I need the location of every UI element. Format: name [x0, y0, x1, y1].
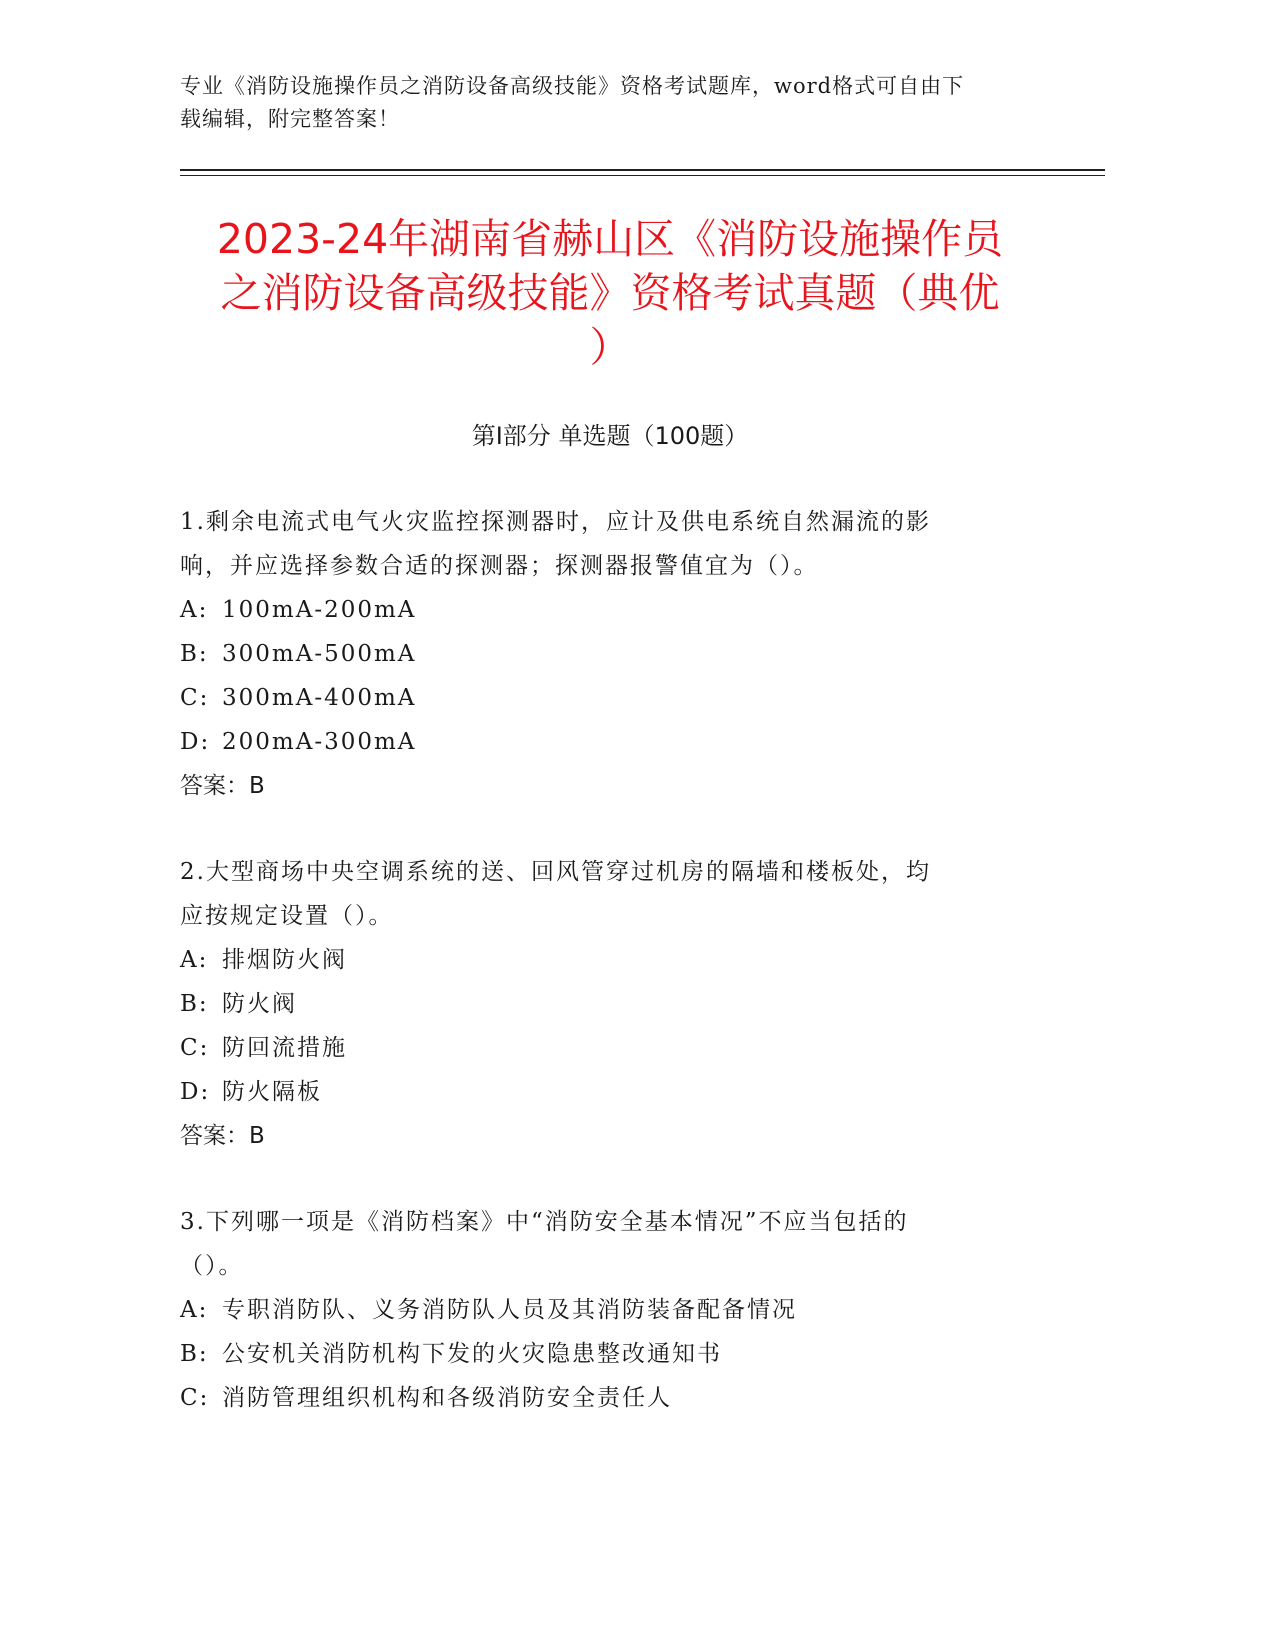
option-c: [180, 676, 1030, 720]
option-text: 300mA-400mA: [222, 685, 417, 711]
answer-line: 答案：B: [180, 773, 265, 799]
question-3: [180, 1200, 1030, 1420]
option-text: 专职消防队、义务消防队人员及其消防装备配备情况: [222, 1297, 797, 1323]
header-note: [180, 70, 1040, 136]
question-stem-line: 响，并应选择参数合适的探测器；探测器报警值宜为（）。: [180, 553, 819, 579]
question-list: [180, 500, 1030, 1462]
option-text: 300mA-500mA: [222, 641, 417, 667]
option-text: 排烟防火阀: [222, 947, 347, 973]
option-a: [180, 588, 1030, 632]
question-2: [180, 850, 1030, 1158]
title-line-3: ）: [589, 323, 631, 371]
section-heading: 第I部分 单选题（100题）: [471, 422, 749, 450]
option-text: 防回流措施: [222, 1035, 347, 1061]
option-letter: D:: [180, 1079, 211, 1105]
option-text: 防火阀: [222, 991, 297, 1017]
option-letter: A:: [180, 597, 209, 623]
answer-line: 答案：B: [180, 1123, 265, 1149]
option-b: [180, 1332, 1030, 1376]
option-d: [180, 1070, 1030, 1114]
option-b: [180, 632, 1030, 676]
option-b: [180, 982, 1030, 1026]
option-text: 100mA-200mA: [222, 597, 417, 623]
header-rule-thin: [180, 175, 1105, 176]
option-letter: C:: [180, 1035, 210, 1061]
question-1: [180, 500, 1030, 808]
option-letter: A:: [180, 947, 209, 973]
option-letter: C:: [180, 685, 210, 711]
option-letter: A:: [180, 1297, 209, 1323]
option-letter: B:: [180, 1341, 209, 1367]
question-stem-line: 应按规定设置（）。: [180, 903, 394, 929]
option-letter: B:: [180, 641, 209, 667]
option-letter: C:: [180, 1385, 210, 1411]
title-line-1: 2023-24年湖南省赫山区《消防设施操作员: [216, 215, 1004, 263]
header-note-line-1: 专业《消防设施操作员之消防设备高级技能》资格考试题库，word格式可自由下: [180, 74, 965, 98]
option-d: [180, 720, 1030, 764]
option-a: [180, 1288, 1030, 1332]
option-text: 防火隔板: [222, 1079, 322, 1105]
document-title: [180, 212, 1040, 374]
option-letter: D:: [180, 729, 211, 755]
option-text: 公安机关消防机构下发的火灾隐患整改通知书: [222, 1341, 722, 1367]
option-c: [180, 1376, 1030, 1420]
question-stem-line: 3.下列哪一项是《消防档案》中“消防安全基本情况”不应当包括的: [180, 1209, 909, 1235]
header-rule-thick: [180, 169, 1105, 171]
option-text: 消防管理组织机构和各级消防安全责任人: [222, 1385, 672, 1411]
option-letter: B:: [180, 991, 209, 1017]
question-stem-line: （）。: [180, 1253, 244, 1279]
header-note-line-2: 载编辑，附完整答案！: [180, 107, 400, 131]
option-a: [180, 938, 1030, 982]
title-line-2: 之消防设备高级技能》资格考试真题（典优: [220, 269, 1000, 317]
option-c: [180, 1026, 1030, 1070]
question-stem-line: 2.大型商场中央空调系统的送、回风管穿过机房的隔墙和楼板处，均: [180, 859, 931, 885]
question-stem-line: 1.剩余电流式电气火灾监控探测器时，应计及供电系统自然漏流的影: [180, 509, 931, 535]
option-text: 200mA-300mA: [222, 729, 417, 755]
